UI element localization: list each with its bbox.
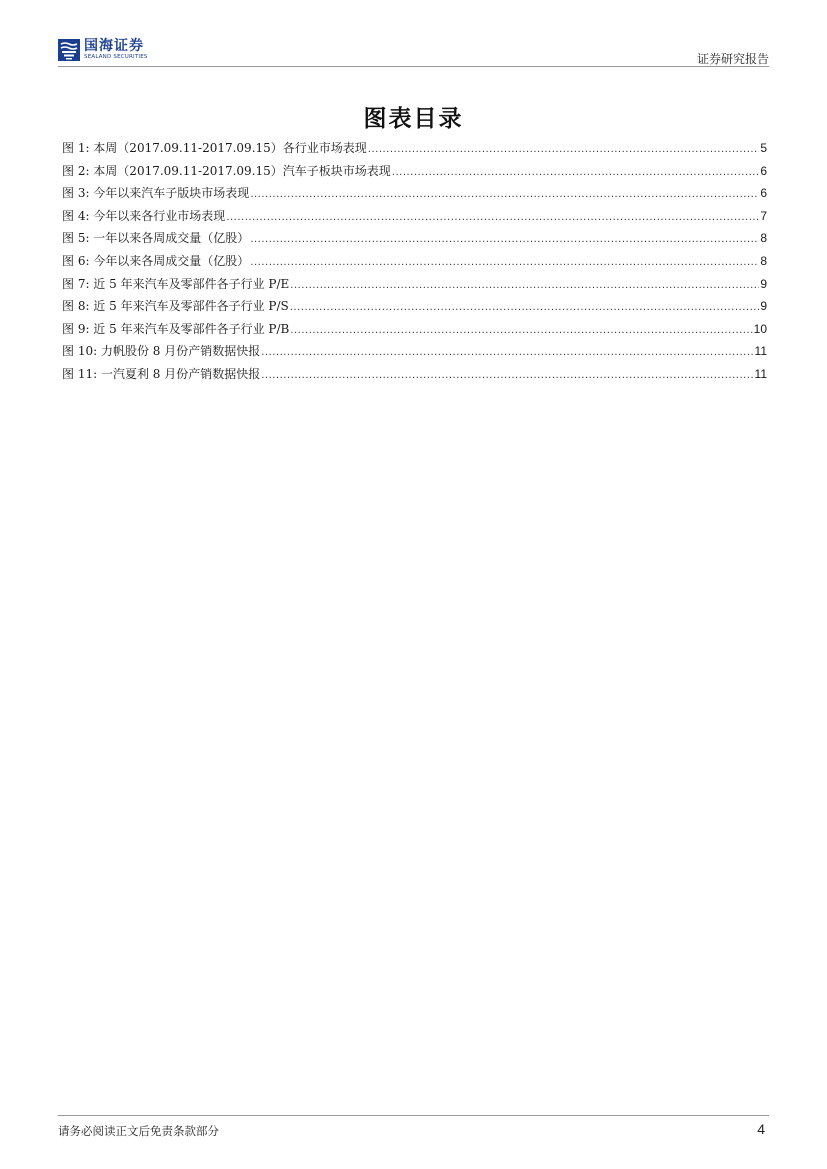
logo-english-name: SEALAND SECURITIES <box>84 54 148 61</box>
toc-entry-label: 图 11: 一汽夏利 8 月份产销数据快报 <box>62 366 261 381</box>
toc-entry[interactable] <box>62 162 767 185</box>
toc-leader-dots <box>290 325 752 336</box>
toc-entry-label: 图 8: 近 5 年来汽车及零部件各子行业 P/S <box>62 299 289 314</box>
footer-divider <box>58 1115 769 1116</box>
logo-chinese-name: 国海证券 <box>84 38 144 55</box>
toc-leader-dots <box>261 370 753 381</box>
toc-entry-page: 6 <box>760 163 767 178</box>
toc-entry[interactable] <box>62 139 767 162</box>
toc-entry[interactable] <box>62 320 767 343</box>
toc-entry-page: 11 <box>754 344 767 359</box>
toc-entry[interactable] <box>62 184 767 207</box>
toc-entry[interactable] <box>62 207 767 230</box>
toc-entry-label: 图 4: 今年以来各行业市场表现 <box>62 208 226 223</box>
toc-entry[interactable] <box>62 365 767 388</box>
toc-leader-dots <box>290 280 759 291</box>
toc-entry-label: 图 10: 力帆股份 8 月份产销数据快报 <box>62 344 261 359</box>
page-number: 4 <box>757 1121 765 1137</box>
toc-leader-dots <box>250 189 759 200</box>
page-header <box>58 34 769 68</box>
document-type: 证券研究报告 <box>696 52 769 66</box>
toc-entry-label: 图 6: 今年以来各周成交量（亿股） <box>62 253 250 268</box>
sealand-logo <box>58 38 148 62</box>
sealand-logo-icon <box>58 39 80 61</box>
toc-leader-dots <box>261 347 753 358</box>
toc-entry-page: 8 <box>760 231 767 246</box>
toc-entry-page: 5 <box>760 141 767 155</box>
toc-entry-page: 10 <box>753 321 767 336</box>
toc-entry-page: 7 <box>760 208 767 223</box>
toc-entry-label: 图 2: 本周（2017.09.11-2017.09.15）汽车子板块市场表现 <box>62 163 391 178</box>
toc-entry-page: 6 <box>760 186 767 201</box>
toc-entry[interactable] <box>62 342 767 365</box>
toc-entry-label: 图 7: 近 5 年来汽车及零部件各子行业 P/E <box>62 276 290 291</box>
toc-leader-dots <box>226 212 759 223</box>
toc-entry-page: 9 <box>760 276 767 291</box>
footer-disclaimer: 请务必阅读正文后免责条款部分 <box>58 1124 219 1138</box>
toc-leader-dots <box>250 257 759 268</box>
toc-entry[interactable] <box>62 275 767 298</box>
header-divider <box>58 66 769 67</box>
toc-entry[interactable] <box>62 297 767 320</box>
toc-leader-dots <box>368 144 760 155</box>
page-title: 图表目录 <box>363 106 464 132</box>
toc-entry-page: 8 <box>760 253 767 268</box>
toc-leader-dots <box>250 234 759 245</box>
toc-entry-page: 11 <box>754 366 767 381</box>
toc-entry[interactable] <box>62 229 767 252</box>
toc-leader-dots <box>290 302 760 313</box>
table-of-figures <box>62 139 767 388</box>
toc-entry[interactable] <box>62 252 767 275</box>
toc-leader-dots <box>392 167 760 178</box>
toc-entry-label: 图 9: 近 5 年来汽车及零部件各子行业 P/B <box>62 321 290 336</box>
toc-entry-label: 图 1: 本周（2017.09.11-2017.09.15）各行业市场表现 <box>62 141 367 155</box>
toc-entry-label: 图 3: 今年以来汽车子版块市场表现 <box>62 186 250 201</box>
toc-entry-label: 图 5: 一年以来各周成交量（亿股） <box>62 231 250 246</box>
toc-entry-page: 9 <box>760 299 767 314</box>
